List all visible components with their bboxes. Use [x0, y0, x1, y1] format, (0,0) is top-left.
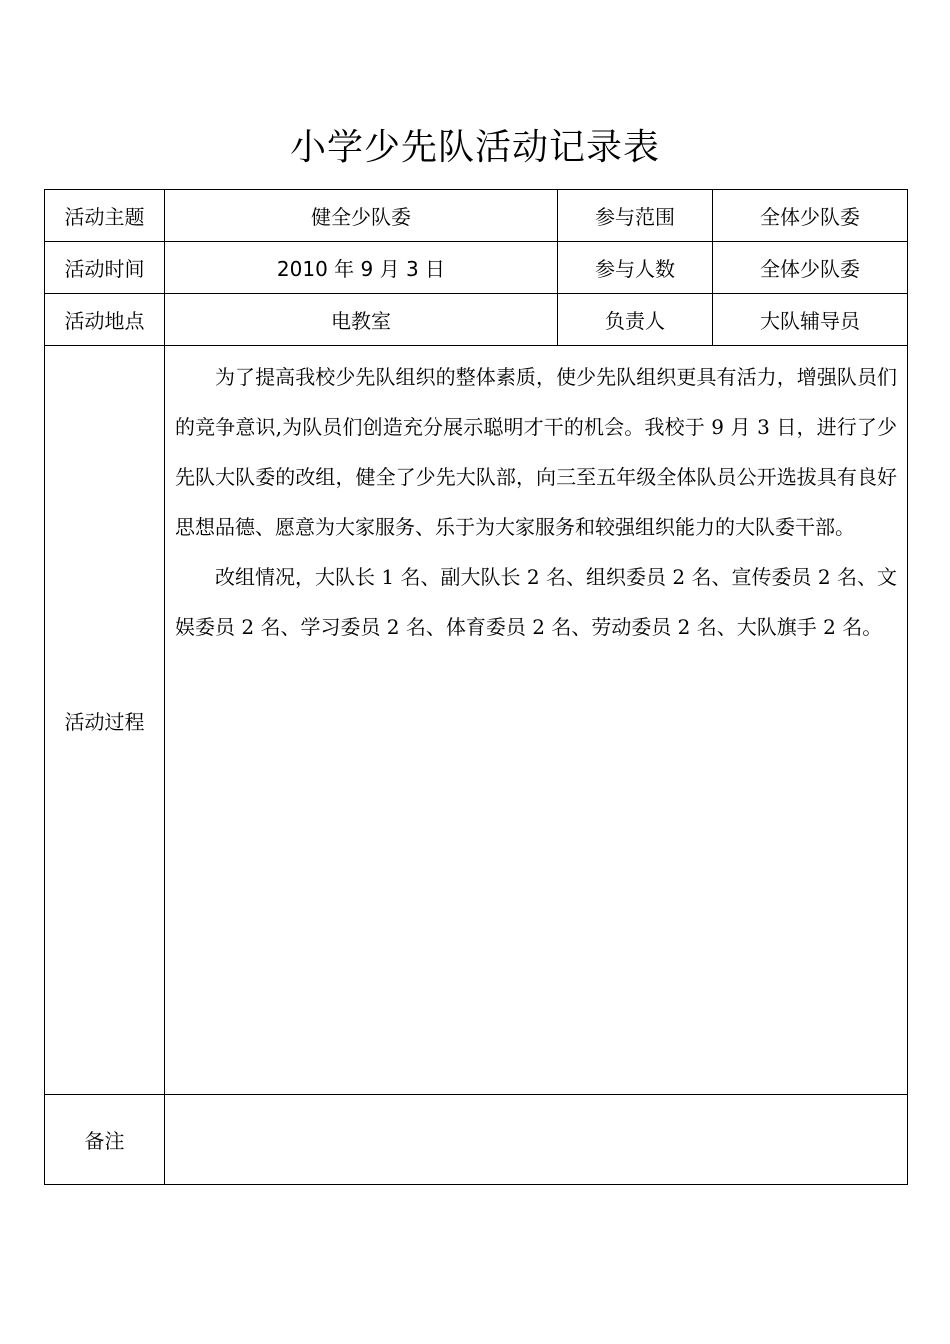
- table-row-time: [45, 242, 908, 294]
- scope-label: 参与范围: [558, 190, 713, 242]
- theme-label: 活动主题: [45, 190, 165, 242]
- activity-record-table: [44, 189, 908, 1185]
- table-row-notes: [45, 1095, 908, 1185]
- process-label: 活动过程: [45, 346, 165, 1095]
- theme-value: 健全少队委: [165, 190, 558, 242]
- table-row-process: [45, 346, 908, 1095]
- time-value: 2010 年 9 月 3 日: [165, 242, 558, 294]
- notes-label: 备注: [45, 1095, 165, 1185]
- notes-value: [165, 1095, 908, 1185]
- count-value: 全体少队委: [713, 242, 908, 294]
- table-row-theme: [45, 190, 908, 242]
- page-title: 小学少先队活动记录表: [289, 127, 660, 168]
- process-content: [165, 346, 908, 1095]
- process-paragraph: 为了提高我校少先队组织的整体素质，使少先队组织更具有活力，增强队员们的竞争意识,为队员们创造充分展示聪明才干的机会。我校于 9 月 3 日，进行了少先队大队委的改组，健全了少先大队部，向三至五年级全体队员公开选拔具有良好思想品德、愿意为大家服务、乐于为大家服务和较强组织能力的大队委干部。: [175, 365, 897, 539]
- scope-value: 全体少队委: [713, 190, 908, 242]
- table-row-place: [45, 294, 908, 346]
- time-label: 活动时间: [45, 242, 165, 294]
- count-label: 参与人数: [558, 242, 713, 294]
- owner-value: 大队辅导员: [713, 294, 908, 346]
- place-label: 活动地点: [45, 294, 165, 346]
- place-value: 电教室: [165, 294, 558, 346]
- owner-label: 负责人: [558, 294, 713, 346]
- process-paragraph: 改组情况，大队长 1 名、副大队长 2 名、组织委员 2 名、宣传委员 2 名、文娱委员 2 名、学习委员 2 名、体育委员 2 名、劳动委员 2 名、大队旗手 2 名。: [175, 565, 897, 639]
